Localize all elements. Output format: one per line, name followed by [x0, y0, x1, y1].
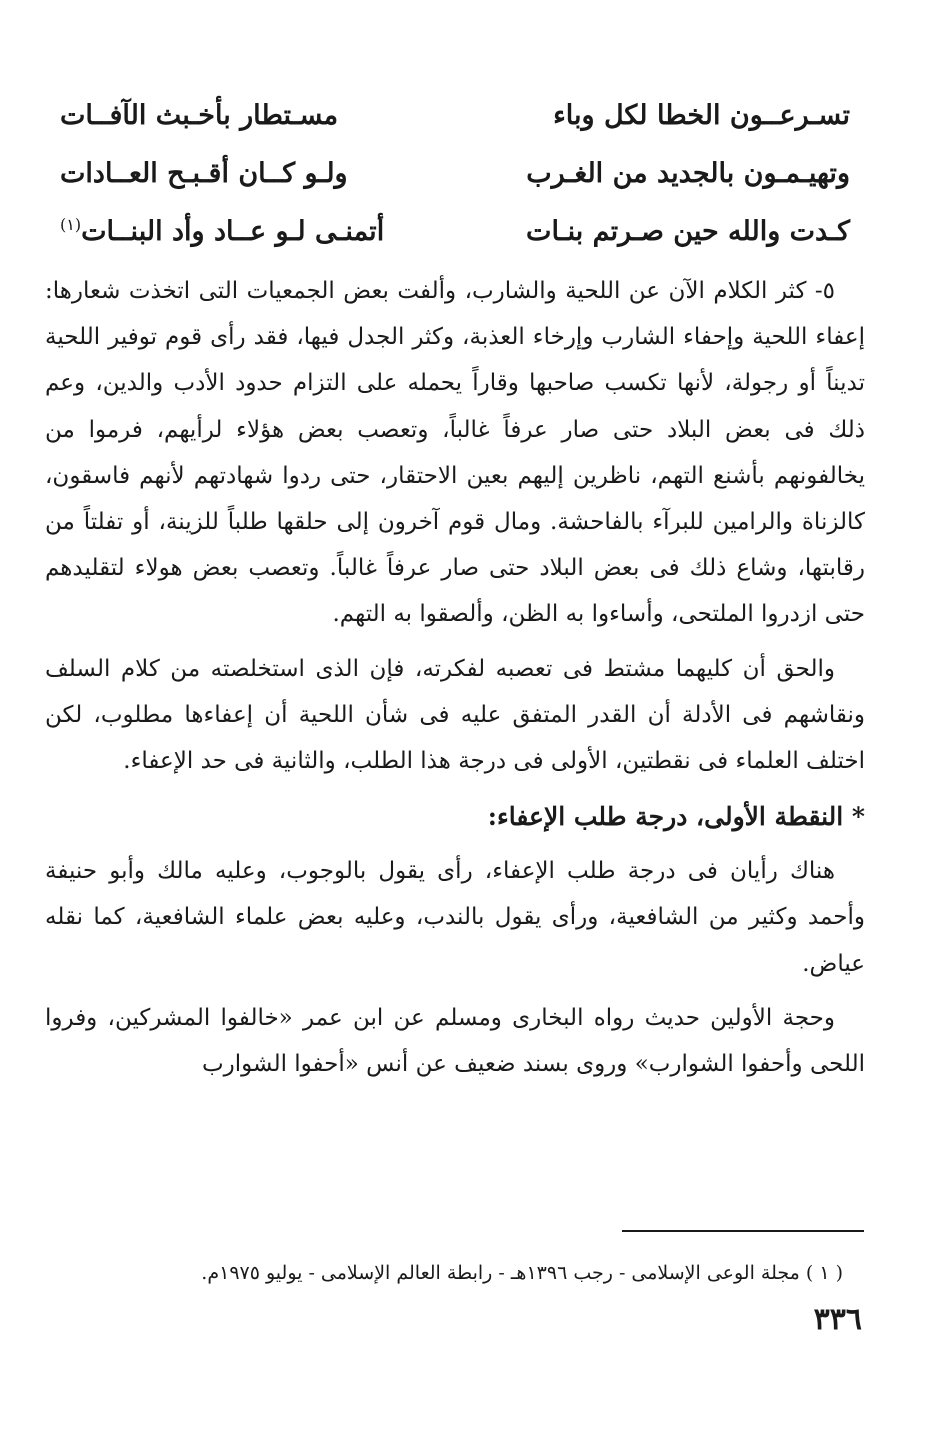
section-heading: * النقطة الأولى، درجة طلب الإعفاء:: [487, 802, 865, 832]
poem-verses: [60, 86, 850, 260]
paragraph: هناك رأيان فى درجة طلب الإعفاء، رأى يقول بالوجوب، وعليه مالك وأبو حنيفة وأحمد وكثير من الشافعية، ورأى يقول بالندب، وعليه بعض علماء الشافعية، كما نقله عياض.: [45, 858, 865, 977]
verse-second-hemistich: مسـتطار بأخـبث الآفــات: [60, 99, 339, 131]
footnote: ( ١ ) مجلة الوعى الإسلامى - رجب ١٣٩٦هـ - رابطة العالم الإسلامى - يوليو ١٩٧٥م.: [201, 1262, 843, 1284]
verse-first-hemistich: كـدت والله حين صـرتم بنـات: [526, 215, 850, 247]
paragraph: ٥- كثر الكلام الآن عن اللحية والشارب، وألفت بعض الجمعيات التى اتخذت شعارها: إعفاء اللحية وإحفاء الشارب وإرخاء العذبة، وكثر الجدل فيها، فقد رأى قوم توفير اللحية تديناً أو رجولة، لأنها تكسب صاحبها وقاراً يحمله على التزام حدود الأدب والدين، وعم ذلك فى بعض البلاد حتى صار عرفاً غالباً، وتعصب بعض هؤلاء لرأيهم، فرموا من يخالفونهم بأشنع التهم، ناظرين إليهم بعين الاحتقار، حتى ردوا شهادتهم لأنهم فاسقون، كالزناة والرامين للبرآء بالفاحشة. ومال قوم آخرون إلى حلقها طلباً للزينة، أو تفلتاً من رقابتها، وشاع ذلك فى بعض البلاد حتى صار عرفاً غالباً. وتعصب بعض هولاء لتقليدهم حتى ازدروا الملتحى، وأساءوا به الظن، وألصقوا به التهم.: [45, 278, 865, 628]
verse-first-hemistich: وتهيـمـون بالجديد من الغـرب: [526, 157, 850, 189]
verse-line: [60, 202, 850, 260]
verse-text: أتمنـى لـو عــاد وأد البنــات: [81, 216, 385, 247]
page-number: ٣٣٦: [813, 1302, 862, 1337]
paragraph: وحجة الأولين حديث رواه البخارى ومسلم عن ابن عمر «خالفوا المشركين، وفروا اللحى وأحفوا الشوارب» وروى بسند ضعيف عن أنس «أحفوا الشوارب: [45, 1004, 865, 1078]
verse-first-hemistich: تسـرعــون الخطا لكل وباء: [553, 99, 850, 131]
verse-second-hemistich: [60, 215, 440, 247]
verse-second-hemistich: ولـو كــان أقـبـح العــادات: [60, 157, 348, 189]
main-text: [45, 268, 865, 1087]
footnote-separator: [622, 1230, 864, 1232]
paragraph: والحق أن كليهما مشتط فى تعصبه لفكرته، فإن الذى استخلصته من كلام السلف ونقاشهم فى الأدلة أن القدر المتفق عليه فى شأن اللحية أن إعفاءها مطلوب، لكن اختلف العلماء فى نقطتين، الأولى فى درجة هذا الطلب، والثانية فى حد الإعفاء.: [45, 655, 865, 775]
verse-line: [60, 144, 850, 202]
footnote-reference[interactable]: (١): [60, 215, 82, 234]
verse-line: [60, 86, 850, 144]
